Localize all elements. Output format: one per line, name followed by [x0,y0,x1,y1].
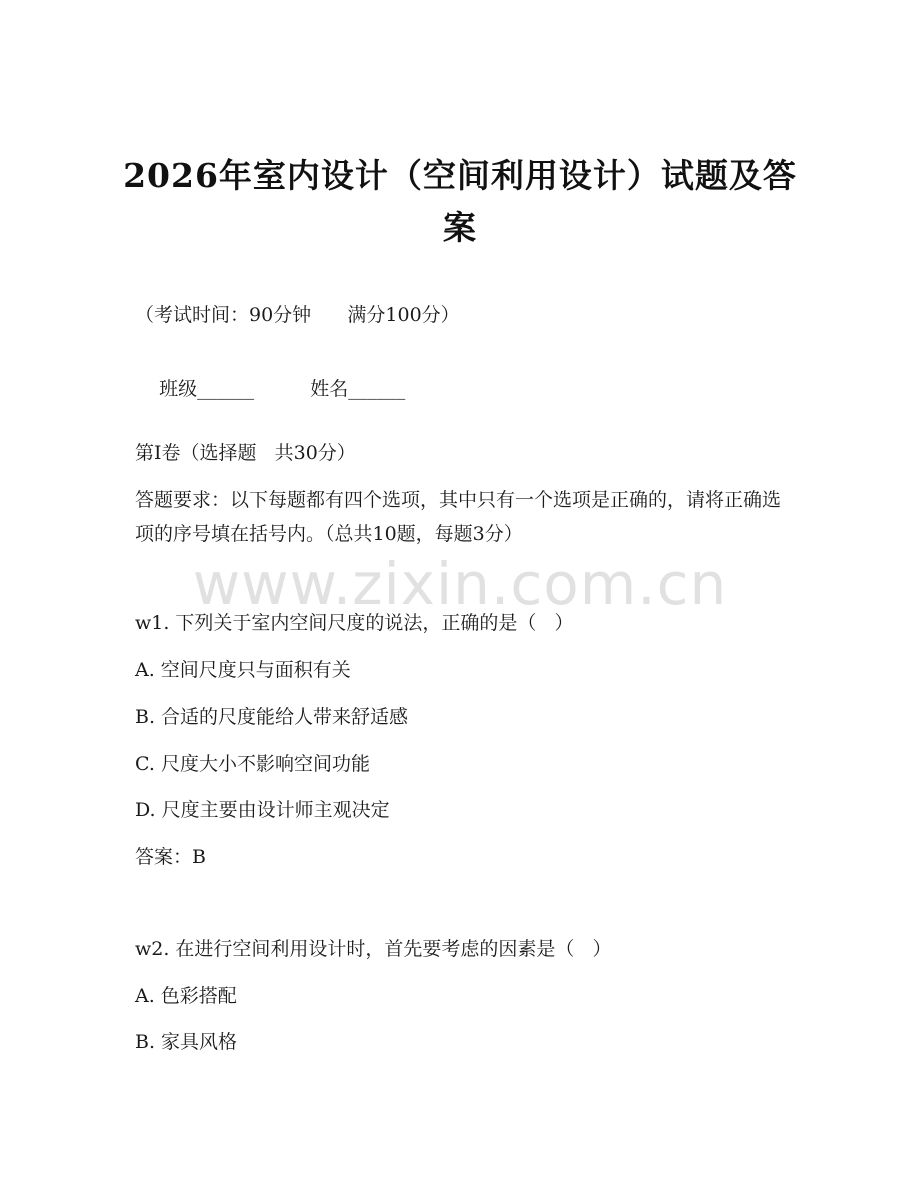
question-stem: w1. 下列关于室内空间尺度的说法，正确的是（ ） [135,612,574,634]
class-field: 班级______ [159,378,255,400]
student-fields [135,350,405,428]
question-answer: 答案：B [135,846,206,868]
exam-info: （考试时间：90分钟 满分100分） [135,304,460,326]
watermark: www.zixin.com.cn [192,550,728,618]
instructions: 答题要求：以下每题都有四个选项，其中只有一个选项是正确的，请将正确选项的序号填在括号内。（总共10题，每题3分） [135,489,782,545]
question-option: A. 色彩搭配 [135,985,237,1007]
document-title: 2026年室内设计（空间利用设计）试题及答案 [123,156,797,247]
question-stem: w2. 在进行空间利用设计时，首先要考虑的因素是（ ） [135,938,612,960]
question-option: D. 尺度主要由设计师主观决定 [135,799,390,821]
question-option: C. 尺度大小不影响空间功能 [135,753,370,775]
question-option: B. 家具风格 [135,1031,238,1053]
question-option: B. 合适的尺度能给人带来舒适感 [135,706,409,728]
name-field: 姓名______ [310,378,406,400]
question-option: A. 空间尺度只与面积有关 [135,659,351,681]
section-title: 第I卷（选择题 共30分） [135,442,356,464]
